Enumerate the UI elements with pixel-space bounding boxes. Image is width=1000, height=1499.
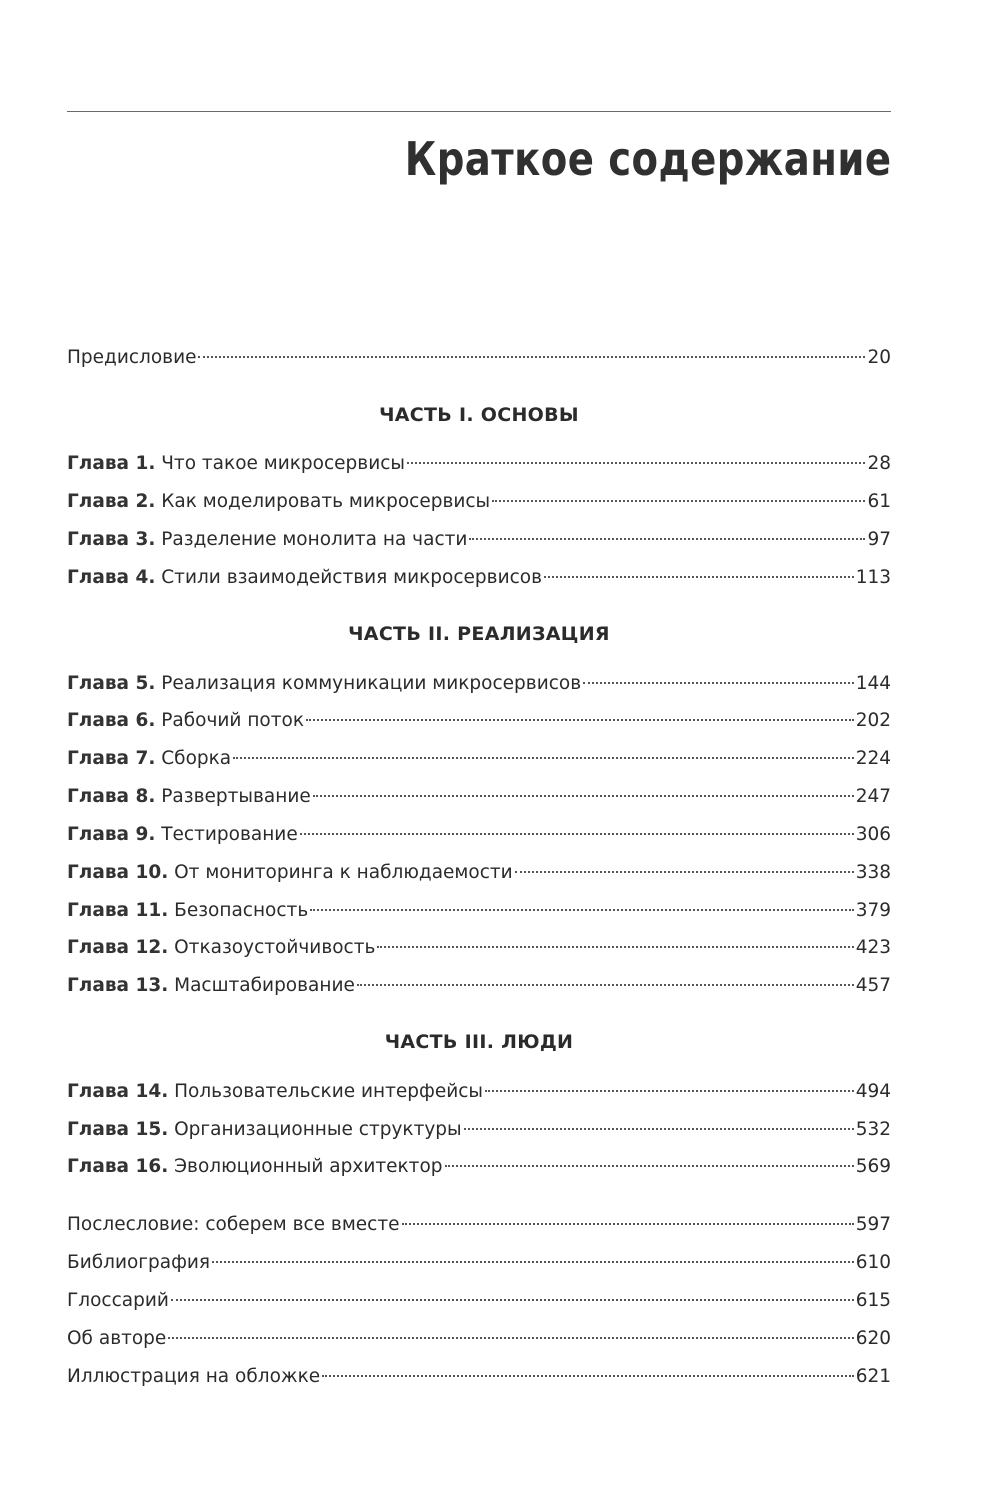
- dot-leader: [485, 1090, 854, 1092]
- toc-entry-page: 620: [855, 1328, 891, 1349]
- part-heading: ЧАСТЬ II. РЕАЛИЗАЦИЯ: [348, 623, 610, 645]
- chapter-title: От мониторинга к наблюдаемости: [174, 862, 513, 883]
- toc-entry-chapter[interactable]: [67, 858, 891, 888]
- toc-entry-backmatter[interactable]: [67, 1286, 891, 1316]
- dot-leader: [171, 1299, 854, 1301]
- chapter-title: Как моделировать микросервисы: [161, 491, 491, 512]
- chapter-title: Рабочий поток: [161, 710, 305, 731]
- chapter-title: Стили взаимодействия микросервисов: [161, 567, 542, 588]
- dot-leader: [445, 1165, 854, 1167]
- toc-entry-page: 532: [855, 1119, 891, 1140]
- chapter-number: Глава 12.: [67, 937, 169, 958]
- toc-entry-page: 224: [855, 748, 891, 769]
- part-heading: ЧАСТЬ I. ОСНОВЫ: [379, 404, 579, 426]
- chapter-title: Что такое микросервисы: [161, 453, 405, 474]
- toc-entry-label: Предисловие: [67, 347, 197, 368]
- chapter-number: Глава 9.: [67, 824, 156, 845]
- dot-leader: [212, 1261, 854, 1263]
- toc-entry-page: 144: [855, 673, 891, 694]
- dot-leader: [310, 909, 853, 911]
- chapter-number: Глава 14.: [67, 1081, 169, 1102]
- dot-leader: [469, 538, 865, 540]
- toc-entry-page: 202: [855, 710, 891, 731]
- chapter-title: Отказоустойчивость: [174, 937, 376, 958]
- toc-entry-page: 306: [855, 824, 891, 845]
- toc-entry-chapter[interactable]: [67, 933, 891, 963]
- toc-entry-chapter[interactable]: [67, 487, 891, 517]
- chapter-title: Пользовательские интерфейсы: [174, 1081, 484, 1102]
- chapter-number: Глава 6.: [67, 710, 156, 731]
- toc-entry-page: 97: [867, 529, 891, 550]
- dot-leader: [300, 833, 854, 835]
- dot-leader: [515, 871, 854, 873]
- chapter-title: Тестирование: [161, 824, 298, 845]
- dot-leader: [198, 356, 865, 358]
- chapter-title: Масштабирование: [174, 975, 355, 996]
- chapter-title: Организационные структуры: [174, 1119, 462, 1140]
- toc-entry-page: 597: [855, 1214, 891, 1235]
- chapter-title: Эволюционный архитектор: [174, 1156, 443, 1177]
- chapter-number: Глава 5.: [67, 673, 156, 694]
- dot-leader: [583, 682, 854, 684]
- toc-entry-chapter[interactable]: [67, 820, 891, 850]
- toc-entry-chapter[interactable]: [67, 1152, 891, 1182]
- dot-leader: [402, 1223, 854, 1225]
- dot-leader: [233, 757, 854, 759]
- toc-entry-chapter[interactable]: [67, 669, 891, 699]
- dot-leader: [544, 576, 854, 578]
- dot-leader: [492, 500, 865, 502]
- chapter-number: Глава 13.: [67, 975, 169, 996]
- toc-entry-page: 379: [855, 900, 891, 921]
- toc-entry-page: 494: [855, 1081, 891, 1102]
- chapter-title: Безопасность: [174, 900, 309, 921]
- toc-entry-page: 610: [855, 1252, 891, 1273]
- toc-entry-preface[interactable]: [67, 343, 891, 373]
- chapter-number: Глава 3.: [67, 529, 156, 550]
- chapter-number: Глава 1.: [67, 453, 156, 474]
- chapter-number: Глава 4.: [67, 567, 156, 588]
- chapter-number: Глава 10.: [67, 862, 169, 883]
- toc-entry-page: 621: [855, 1366, 891, 1387]
- chapter-title: Сборка: [161, 748, 232, 769]
- toc-entry-chapter[interactable]: [67, 706, 891, 736]
- toc-entry-backmatter[interactable]: [67, 1324, 891, 1354]
- toc-entry-label: Глоссарий: [67, 1290, 169, 1311]
- chapter-number: Глава 16.: [67, 1156, 169, 1177]
- chapter-title: Реализация коммуникации микросервисов: [161, 673, 582, 694]
- toc-entry-chapter[interactable]: [67, 896, 891, 926]
- toc-entry-chapter[interactable]: [67, 563, 891, 593]
- dot-leader: [306, 719, 854, 721]
- toc-entry-label: Послесловие: соберем все вместе: [67, 1214, 400, 1235]
- dot-leader: [407, 462, 865, 464]
- toc-entry-backmatter[interactable]: [67, 1362, 891, 1392]
- toc-entry-chapter[interactable]: [67, 1077, 891, 1107]
- toc-entry-page: 61: [867, 491, 891, 512]
- toc-entry-chapter[interactable]: [67, 449, 891, 479]
- chapter-number: Глава 2.: [67, 491, 156, 512]
- toc-entry-chapter[interactable]: [67, 971, 891, 1001]
- chapter-title: Развертывание: [161, 786, 311, 807]
- toc-entry-page: 20: [867, 347, 891, 368]
- toc-entry-page: 423: [855, 937, 891, 958]
- chapter-number: Глава 7.: [67, 748, 156, 769]
- chapter-number: Глава 15.: [67, 1119, 169, 1140]
- toc-entry-page: 457: [855, 975, 891, 996]
- toc-entry-chapter[interactable]: [67, 782, 891, 812]
- toc-entry-page: 247: [855, 786, 891, 807]
- dot-leader: [357, 984, 854, 986]
- toc-entry-page: 113: [855, 567, 891, 588]
- chapter-number: Глава 11.: [67, 900, 169, 921]
- toc-entry-chapter[interactable]: [67, 744, 891, 774]
- toc-entry-chapter[interactable]: [67, 1115, 891, 1145]
- toc-entry-backmatter[interactable]: [67, 1248, 891, 1278]
- dot-leader: [464, 1128, 854, 1130]
- toc-entry-label: Иллюстрация на обложке: [67, 1366, 321, 1387]
- dot-leader: [377, 946, 853, 948]
- top-rule: [67, 111, 891, 112]
- chapter-number: Глава 8.: [67, 786, 156, 807]
- part-heading: ЧАСТЬ III. ЛЮДИ: [384, 1031, 574, 1053]
- toc-entry-page: 569: [855, 1156, 891, 1177]
- chapter-title: Разделение монолита на части: [161, 529, 468, 550]
- toc-entry-page: 28: [867, 453, 891, 474]
- toc-entry-page: 615: [855, 1290, 891, 1311]
- toc-entry-page: 338: [855, 862, 891, 883]
- toc-entry-backmatter[interactable]: [67, 1210, 891, 1240]
- toc-entry-label: Об авторе: [67, 1328, 167, 1349]
- toc-entry-chapter[interactable]: [67, 525, 891, 555]
- dot-leader: [313, 795, 854, 797]
- dot-leader: [322, 1375, 854, 1377]
- page-title: Краткое содержание: [404, 132, 891, 186]
- dot-leader: [168, 1337, 853, 1339]
- toc-entry-label: Библиография: [67, 1252, 211, 1273]
